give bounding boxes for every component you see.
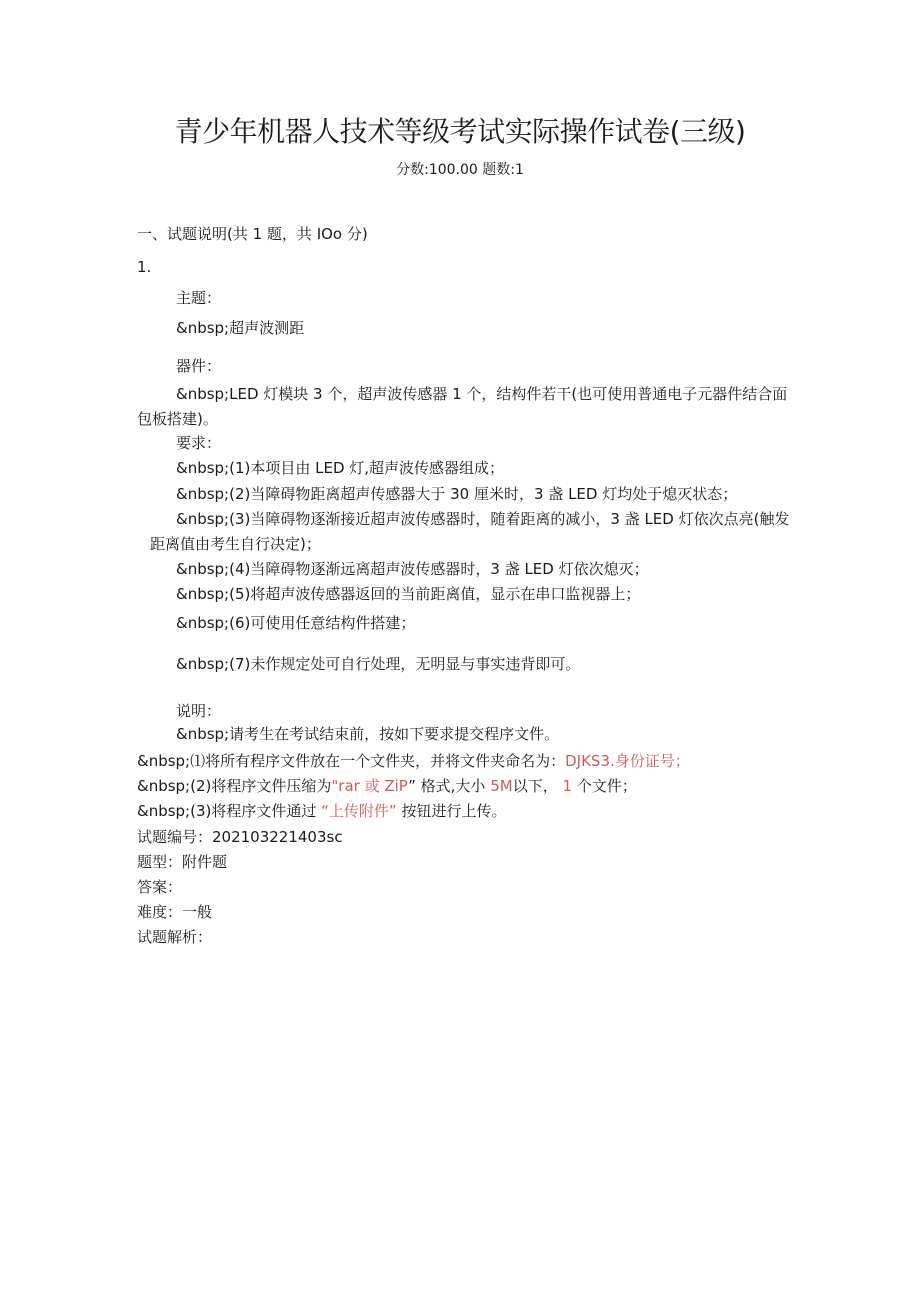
requirement-5: &nbsp;(5)将超声波传感器返回的当前距离值，显示在串口监视器上；: [176, 585, 641, 603]
question-type: 题型：附件题: [137, 853, 228, 871]
note-1: [137, 751, 690, 771]
requirements-label: 要求：: [176, 434, 222, 452]
requirement-6: &nbsp;(6)可使用任意结构件搭建；: [176, 614, 416, 632]
parts-line-1: &nbsp;LED 灯模块 3 个，超声波传感器 1 个，结构件若干(也可使用普通电子元器件结合面: [176, 385, 788, 403]
note-label: 说明：: [176, 702, 222, 720]
note-3-text-a: &nbsp;(3)将程序文件通过: [137, 802, 317, 820]
note-1-text: &nbsp;⑴将所有程序文件放在一个文件夹，并将文件夹命名为：: [137, 752, 566, 770]
parts-label: 器件：: [176, 357, 222, 375]
note-2-text-b: ” 格式,大小: [408, 777, 486, 795]
format-highlight: "rar 或 ZiP: [331, 777, 409, 795]
difficulty: 难度：一般: [137, 903, 213, 921]
section-heading: 一、试题说明(共 1 题，共 IOo 分): [137, 225, 368, 243]
note-3-text-b: 按钮进行上传。: [401, 802, 507, 820]
note-2: [137, 776, 637, 796]
note-2-text-d: 个文件；: [576, 777, 637, 795]
note-2-text-c: 以下，: [512, 777, 558, 795]
requirement-7: &nbsp;(7)未作规定处可自行处理，无明显与事实违背即可。: [176, 655, 581, 673]
folder-name-highlight: DJKS3.身份证号；: [565, 752, 690, 770]
note-intro: &nbsp;请考生在考试结束前，按如下要求提交程序文件。: [176, 725, 560, 743]
count-highlight: 1: [562, 777, 573, 795]
question-number: 1.: [137, 258, 152, 276]
requirement-2: &nbsp;(2)当障碍物距离超声传感器大于 30 厘米时，3 盏 LED 灯均处于熄灭状态；: [176, 485, 738, 503]
requirement-3-line-2: 距离值由考生自行决定)；: [150, 535, 321, 553]
topic-value: &nbsp;超声波测距: [176, 319, 305, 337]
document-title: 青少年机器人技术等级考试实际操作试卷(三级): [174, 115, 746, 148]
score-line: 分数:100.00 题数:1: [396, 162, 524, 178]
note-2-text-a: &nbsp;(2)将程序文件压缩为: [137, 777, 332, 795]
requirement-1: &nbsp;(1)本项目由 LED 灯,超声波传感器组成；: [176, 459, 505, 477]
question-id: 试题编号：202103221403sc: [137, 828, 343, 846]
analysis-label: 试题解析：: [137, 928, 213, 946]
answer-label: 答案：: [137, 878, 183, 896]
size-highlight: 5M: [490, 777, 513, 795]
upload-button-highlight: “上传附件”: [321, 802, 397, 820]
parts-line-2: 包板搭建)。: [137, 410, 218, 428]
note-3: [137, 801, 507, 821]
requirement-4: &nbsp;(4)当障碍物逐渐远离超声波传感器时，3 盏 LED 灯依次熄灭；: [176, 560, 649, 578]
requirement-3-line-1: &nbsp;(3)当障碍物逐渐接近超声波传感器时，随着距离的减小，3 盏 LED 灯依次点亮(触发: [176, 510, 790, 528]
topic-label: 主题：: [176, 289, 222, 307]
